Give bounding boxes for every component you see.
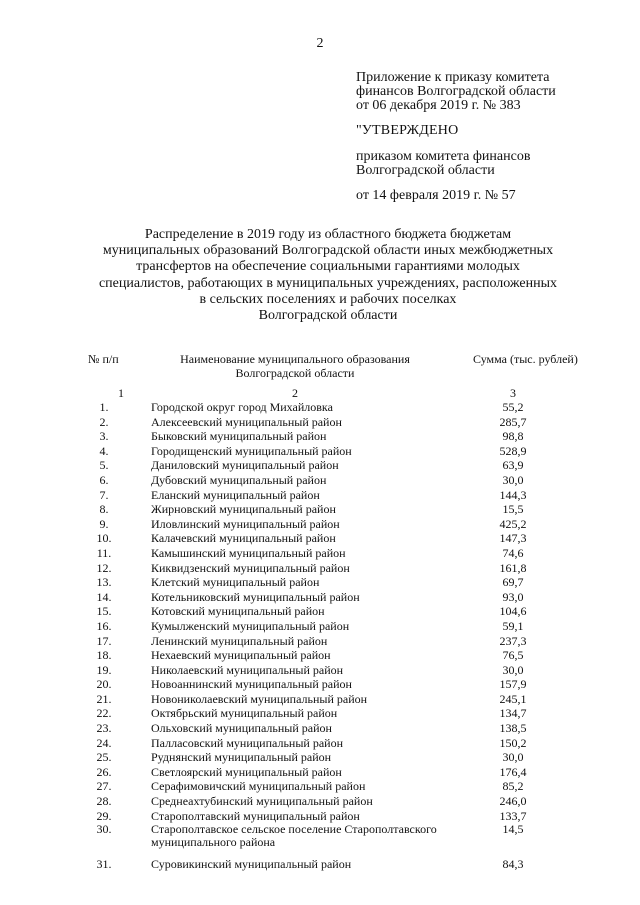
column-number: 3 (510, 386, 516, 400)
row-number: 25. (96, 750, 112, 765)
row-sum: 59,1 (502, 618, 524, 633)
row-number: 27. (96, 779, 112, 794)
row-sum: 528,9 (499, 443, 527, 458)
row-name: Городской округ город Михайловка (151, 400, 333, 414)
row-sum: 69,7 (502, 575, 524, 590)
table-row (0, 794, 640, 809)
row-sum: 176,4 (499, 764, 527, 779)
row-name: Дубовский муниципальный район (151, 472, 327, 487)
column-numbers (0, 386, 640, 400)
row-name: Октябрьский муниципальный район (151, 706, 338, 721)
row-name: Клетский муниципальный район (151, 575, 320, 590)
table-row (0, 575, 640, 590)
column-number: 2 (292, 386, 298, 400)
row-name: Нехаевский муниципальный район (151, 648, 331, 663)
row-number: 8. (99, 502, 109, 517)
row-number: 13. (96, 575, 112, 590)
row-name: Котельниковский муниципальный район (151, 589, 360, 604)
row-number: 16. (96, 618, 112, 633)
table-row (0, 706, 640, 721)
table-header (0, 352, 640, 386)
table-row (0, 458, 640, 473)
table-row (0, 809, 640, 824)
row-sum: 63,9 (502, 458, 524, 473)
row-number: 18. (96, 648, 112, 663)
table-row (0, 546, 640, 561)
table-row (0, 648, 640, 663)
row-name: Даниловский муниципальный район (151, 458, 339, 473)
row-name: Иловлинский муниципальный район (151, 516, 340, 531)
row-number: 1. (99, 400, 109, 414)
table-row (0, 851, 640, 872)
row-name: Новониколаевский муниципальный район (151, 691, 368, 706)
row-sum: 74,6 (502, 545, 524, 560)
row-sum: 138,5 (499, 721, 527, 736)
row-name: Руднянский муниципальный район (151, 750, 332, 765)
row-sum: 84,3 (502, 857, 524, 872)
row-name: Городищенский муниципальный район (151, 443, 352, 458)
row-name: Жирновский муниципальный район (151, 502, 336, 517)
row-number: 4. (99, 443, 109, 458)
table-row (0, 531, 640, 546)
approval-title: "УТВЕРЖДЕНО (356, 123, 459, 138)
row-number: 3. (99, 429, 109, 444)
row-name: Ольховский муниципальный район (151, 721, 332, 736)
row-sum: 237,3 (499, 633, 527, 648)
row-number: 15. (96, 604, 112, 619)
row-sum: 161,8 (499, 560, 527, 575)
table-row (0, 692, 640, 707)
row-name: Суровикинский муниципальный район (151, 857, 352, 872)
row-number: 7. (99, 487, 109, 502)
table-row (0, 502, 640, 517)
row-sum: 157,9 (499, 677, 527, 692)
approval-date: от 14 февраля 2019 г. № 57 (356, 188, 516, 203)
row-number: 17. (96, 633, 112, 648)
title-line: трансфертов на обеспечение социальными гарантиями молодых (136, 259, 520, 275)
row-number: 20. (96, 677, 112, 692)
row-sum: 76,5 (502, 648, 524, 663)
table-row (0, 634, 640, 649)
row-number: 10. (96, 531, 112, 546)
approval-authority-line: Волгоградской области (356, 163, 495, 178)
row-name: Старополтавское сельское поселение Старополтавского муниципального района (151, 822, 437, 850)
column-number: 1 (118, 386, 124, 400)
row-name: Серафимовичский муниципальный район (151, 779, 366, 794)
row-sum: 147,3 (499, 531, 527, 546)
row-number: 11. (96, 545, 112, 560)
row-sum: 285,7 (499, 414, 527, 429)
row-number: 6. (99, 472, 109, 487)
row-sum: 246,0 (499, 794, 527, 809)
table-row (0, 823, 640, 851)
row-name: Еланский муниципальный район (151, 487, 320, 502)
approval-authority-line: приказом комитета финансов (356, 149, 531, 164)
row-name: Палласовский муниципальный район (151, 735, 343, 750)
row-sum: 55,2 (502, 400, 524, 414)
row-name: Старополтавский муниципальный район (151, 808, 360, 823)
table-row (0, 400, 640, 415)
row-sum: 134,7 (499, 706, 527, 721)
table-row (0, 619, 640, 634)
table-row (0, 750, 640, 765)
row-sum: 85,2 (502, 779, 524, 794)
row-number: 28. (96, 794, 112, 809)
row-sum: 93,0 (502, 589, 524, 604)
row-number: 2. (99, 414, 109, 429)
table-row (0, 517, 640, 532)
table-row (0, 561, 640, 576)
row-number: 14. (96, 589, 112, 604)
row-name: Котовский муниципальный район (151, 604, 325, 619)
table-row (0, 604, 640, 619)
header-name: Наименование муниципального образования Волгоградской области (180, 352, 410, 380)
table-row (0, 677, 640, 692)
table-body (0, 400, 640, 872)
table-row (0, 444, 640, 459)
row-name: Алексеевский муниципальный район (151, 414, 342, 429)
row-sum: 144,3 (499, 487, 527, 502)
table-row (0, 721, 640, 736)
row-number: 24. (96, 735, 112, 750)
row-name: Среднеахтубинский муниципальный район (151, 794, 373, 809)
row-number: 21. (96, 691, 112, 706)
row-name: Ленинский муниципальный район (151, 633, 328, 648)
row-sum: 14,5 (502, 822, 524, 837)
row-sum: 104,6 (499, 604, 527, 619)
row-sum: 30,0 (502, 662, 524, 677)
row-sum: 150,2 (499, 735, 527, 750)
row-name: Киквидзенский муниципальный район (151, 560, 350, 575)
row-number: 19. (96, 662, 112, 677)
document-title (70, 227, 586, 324)
row-number: 26. (96, 764, 112, 779)
row-sum: 15,5 (502, 502, 524, 517)
row-name: Быковский муниципальный район (151, 429, 327, 444)
table-row (0, 415, 640, 430)
header-sum: Сумма (тыс. рублей) (473, 352, 578, 366)
row-number: 5. (99, 458, 109, 473)
row-number: 31. (96, 857, 112, 872)
table-row (0, 765, 640, 780)
row-name: Николаевский муниципальный район (151, 662, 344, 677)
row-name: Новоаннинский муниципальный район (151, 677, 352, 692)
row-number: 22. (96, 706, 112, 721)
approval-block (356, 123, 530, 203)
row-name: Кумылженский муниципальный район (151, 618, 350, 633)
row-number: 23. (96, 721, 112, 736)
table-row (0, 590, 640, 605)
row-sum: 245,1 (499, 691, 527, 706)
row-number: 12. (96, 560, 112, 575)
row-sum: 98,8 (502, 429, 524, 444)
distribution-table (0, 352, 640, 872)
table-row (0, 488, 640, 503)
table-row (0, 473, 640, 488)
title-line: Распределение в 2019 году из областного бюджета бюджетам (144, 227, 512, 242)
row-sum: 133,7 (499, 808, 527, 823)
table-row (0, 429, 640, 444)
header-number: № п/п (88, 352, 119, 366)
annex-block (356, 71, 556, 113)
title-line: Волгоградской области (258, 308, 398, 324)
row-sum: 30,0 (502, 472, 524, 487)
table-row (0, 779, 640, 794)
title-line: муниципальных образований Волгоградской области иных межбюджетных (102, 243, 554, 259)
annex-line: Приложение к приказу комитета (356, 70, 550, 85)
annex-line: финансов Волгоградской области (356, 84, 556, 99)
table-row (0, 663, 640, 678)
approval-authority (356, 150, 530, 178)
row-number: 30. (96, 822, 112, 837)
title-line: специалистов, работающих в муниципальных учреждениях, расположенных (98, 275, 558, 291)
row-sum: 30,0 (502, 750, 524, 765)
title-line: в сельских поселениях и рабочих поселках (199, 291, 457, 307)
table-row (0, 736, 640, 751)
row-name: Калачевский муниципальный район (151, 531, 336, 546)
row-number: 9. (99, 516, 109, 531)
annex-line: от 06 декабря 2019 г. № 383 (356, 98, 521, 113)
row-name: Камышинский муниципальный район (151, 545, 346, 560)
row-name: Светлоярский муниципальный район (151, 764, 342, 779)
row-number: 29. (96, 808, 112, 823)
page-number: 2 (316, 36, 324, 51)
row-sum: 425,2 (499, 516, 527, 531)
